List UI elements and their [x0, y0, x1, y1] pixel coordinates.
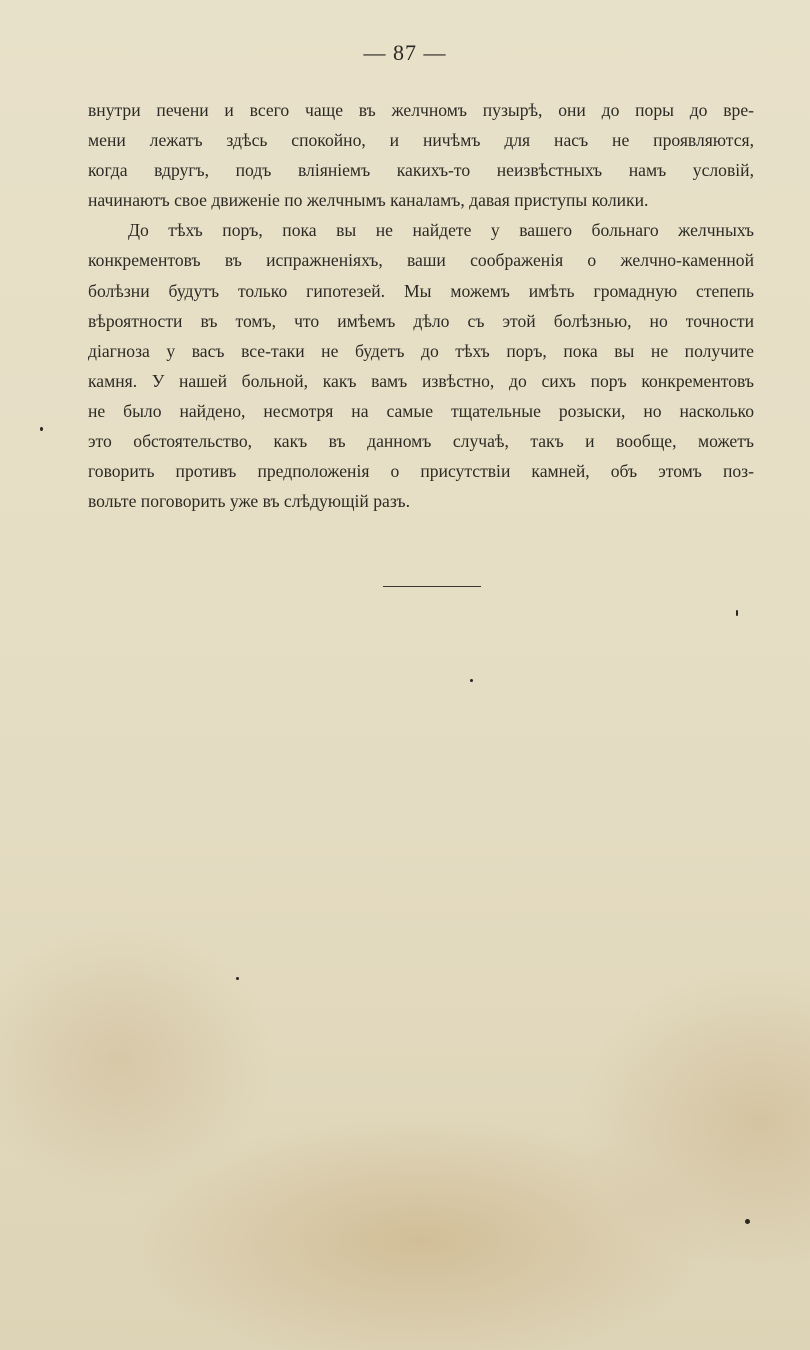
body-text	[88, 95, 754, 516]
ink-speck	[40, 427, 43, 431]
text-line: не было найдено, несмотря на самые тщательные розыски, но насколько	[88, 400, 754, 421]
text-line: камня. У нашей больной, какъ вамъ извѣстно, до сихъ поръ конкрементовъ	[88, 370, 754, 391]
ink-speck	[236, 977, 239, 980]
text-line: діагноза у васъ все-таки не будетъ до тѣхъ поръ, пока вы не получите	[88, 340, 754, 361]
page-number: — 87 —	[363, 40, 447, 65]
text-line: начинаютъ свое движеніе по желчнымъ каналамъ, давая приступы колики.	[88, 190, 649, 211]
text-line: говорить противъ предположенія о присутствіи камней, объ этомъ поз-	[88, 461, 754, 482]
ink-speck	[736, 610, 738, 616]
text-line: вольте поговорить уже въ слѣдующій разъ.	[88, 491, 410, 512]
section-divider	[383, 586, 481, 587]
text-line: когда вдругъ, подъ вліяніемъ какихъ-то неизвѣстныхъ намъ условій,	[88, 160, 754, 181]
ink-speck	[470, 679, 473, 682]
text-line: конкрементовъ въ испражненіяхъ, ваши соображенія о желчно-каменной	[88, 250, 754, 271]
ink-speck	[745, 1219, 750, 1224]
text-line: вѣроятности въ томъ, что имѣемъ дѣло съ этой болѣзнью, но точности	[88, 310, 754, 331]
text-line: это обстоятельство, какъ въ данномъ случаѣ, такъ и вообще, можетъ	[88, 431, 754, 452]
text-line: болѣзни будутъ только гипотезей. Мы можемъ имѣть громадную степепь	[88, 280, 754, 301]
text-line: внутри печени и всего чаще въ желчномъ пузырѣ, они до поры до вре-	[88, 100, 754, 120]
text-line: До тѣхъ поръ, пока вы не найдете у вашего больнаго желчныхъ	[128, 220, 754, 241]
text-line: мени лежатъ здѣсь спокойно, и ничѣмъ для насъ не проявляются,	[88, 130, 754, 151]
